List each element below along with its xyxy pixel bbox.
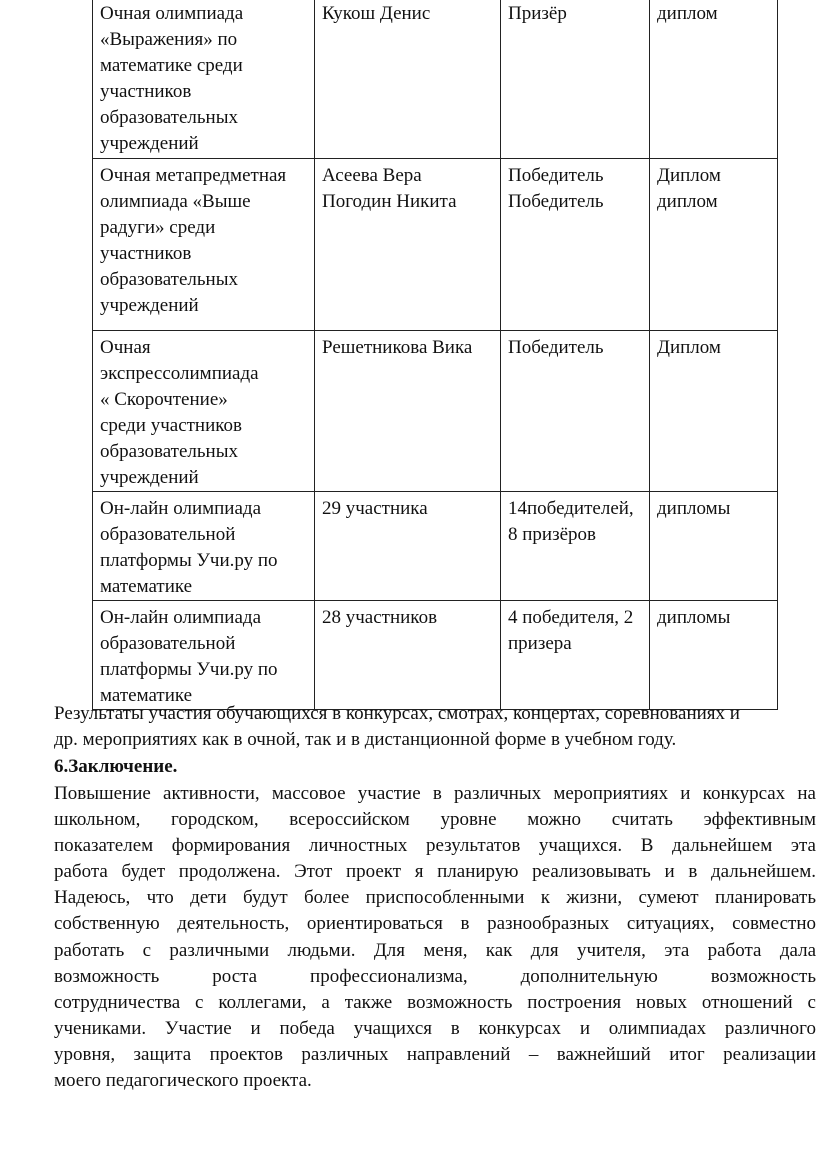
event-cell: Он-лайн олимпиада образовательной платформы Учи.ру по математике	[93, 492, 315, 601]
conclusion-paragraph: Повышение активности, массовое участие в различных мероприятиях и конкурсах на школьном, городском, всероссийском уровне можно считать эффективным показателем формирования личностных результатов учащихся. В дальнейшем эта работа будет продолжена. Этот проект я планирую реализовывать и в дальнейшем. Надеюсь, что дети будут более приспособленными к жизни, сумеют планировать собственную деятельность, ориентироваться в разнообразных ситуациях, совместно работать с различными людьми. Для меня, как для учителя, эта работа дала возможность роста профессионализма, дополнительную возможность сотрудничества с коллегами, а также возможность построения новых отношений с учениками. Участие и победа учащихся в конкурсах и олимпиадах различного уровня, защита проектов различных направлений – важнейший итог реализации моего педагогического проекта.	[54, 783, 816, 1092]
award-cell: Диплом	[650, 331, 778, 492]
table-row	[93, 492, 778, 601]
participants-cell: Асеева Вера Погодин Никита	[315, 159, 501, 331]
award-cell: диплом	[650, 0, 778, 159]
table-row	[93, 159, 778, 331]
event-cell: Он-лайн олимпиада образовательной платформы Учи.ру по математике	[93, 601, 315, 710]
table-row	[93, 0, 778, 159]
participants-cell: 28 участников	[315, 601, 501, 710]
result-cell: Призёр	[501, 0, 650, 159]
table-row	[93, 331, 778, 492]
participants-cell: Кукош Денис	[315, 0, 501, 159]
table-row	[93, 601, 778, 710]
result-cell: 4 победителя, 2 призера	[501, 601, 650, 710]
participants-cell: 29 участника	[315, 492, 501, 601]
conclusion-heading: 6.Заключение.	[54, 756, 178, 777]
result-cell: Победитель Победитель	[501, 159, 650, 331]
award-cell: дипломы	[650, 492, 778, 601]
result-cell: Победитель	[501, 331, 650, 492]
event-cell: Очная олимпиада «Выражения» по математике среди участников образовательных учреждений	[93, 0, 315, 159]
participants-cell: Решетникова Вика	[315, 331, 501, 492]
award-cell: Диплом диплом	[650, 159, 778, 331]
results-paragraph: Результаты участия обучающихся в конкурсах, смотрах, концертах, соревнованиях и др. мероприятиях как в очной, так и в дистанционной форме в учебном году.	[54, 703, 740, 751]
event-cell: Очная метапредметная олимпиада «Выше радуги» среди участников образовательных учреждений	[93, 159, 315, 331]
result-cell: 14победителей, 8 призёров	[501, 492, 650, 601]
award-cell: дипломы	[650, 601, 778, 710]
olympiad-results-table	[92, 0, 778, 710]
event-cell: Очная экспрессолимпиада « Скорочтение» среди участников образовательных учреждений	[93, 331, 315, 492]
